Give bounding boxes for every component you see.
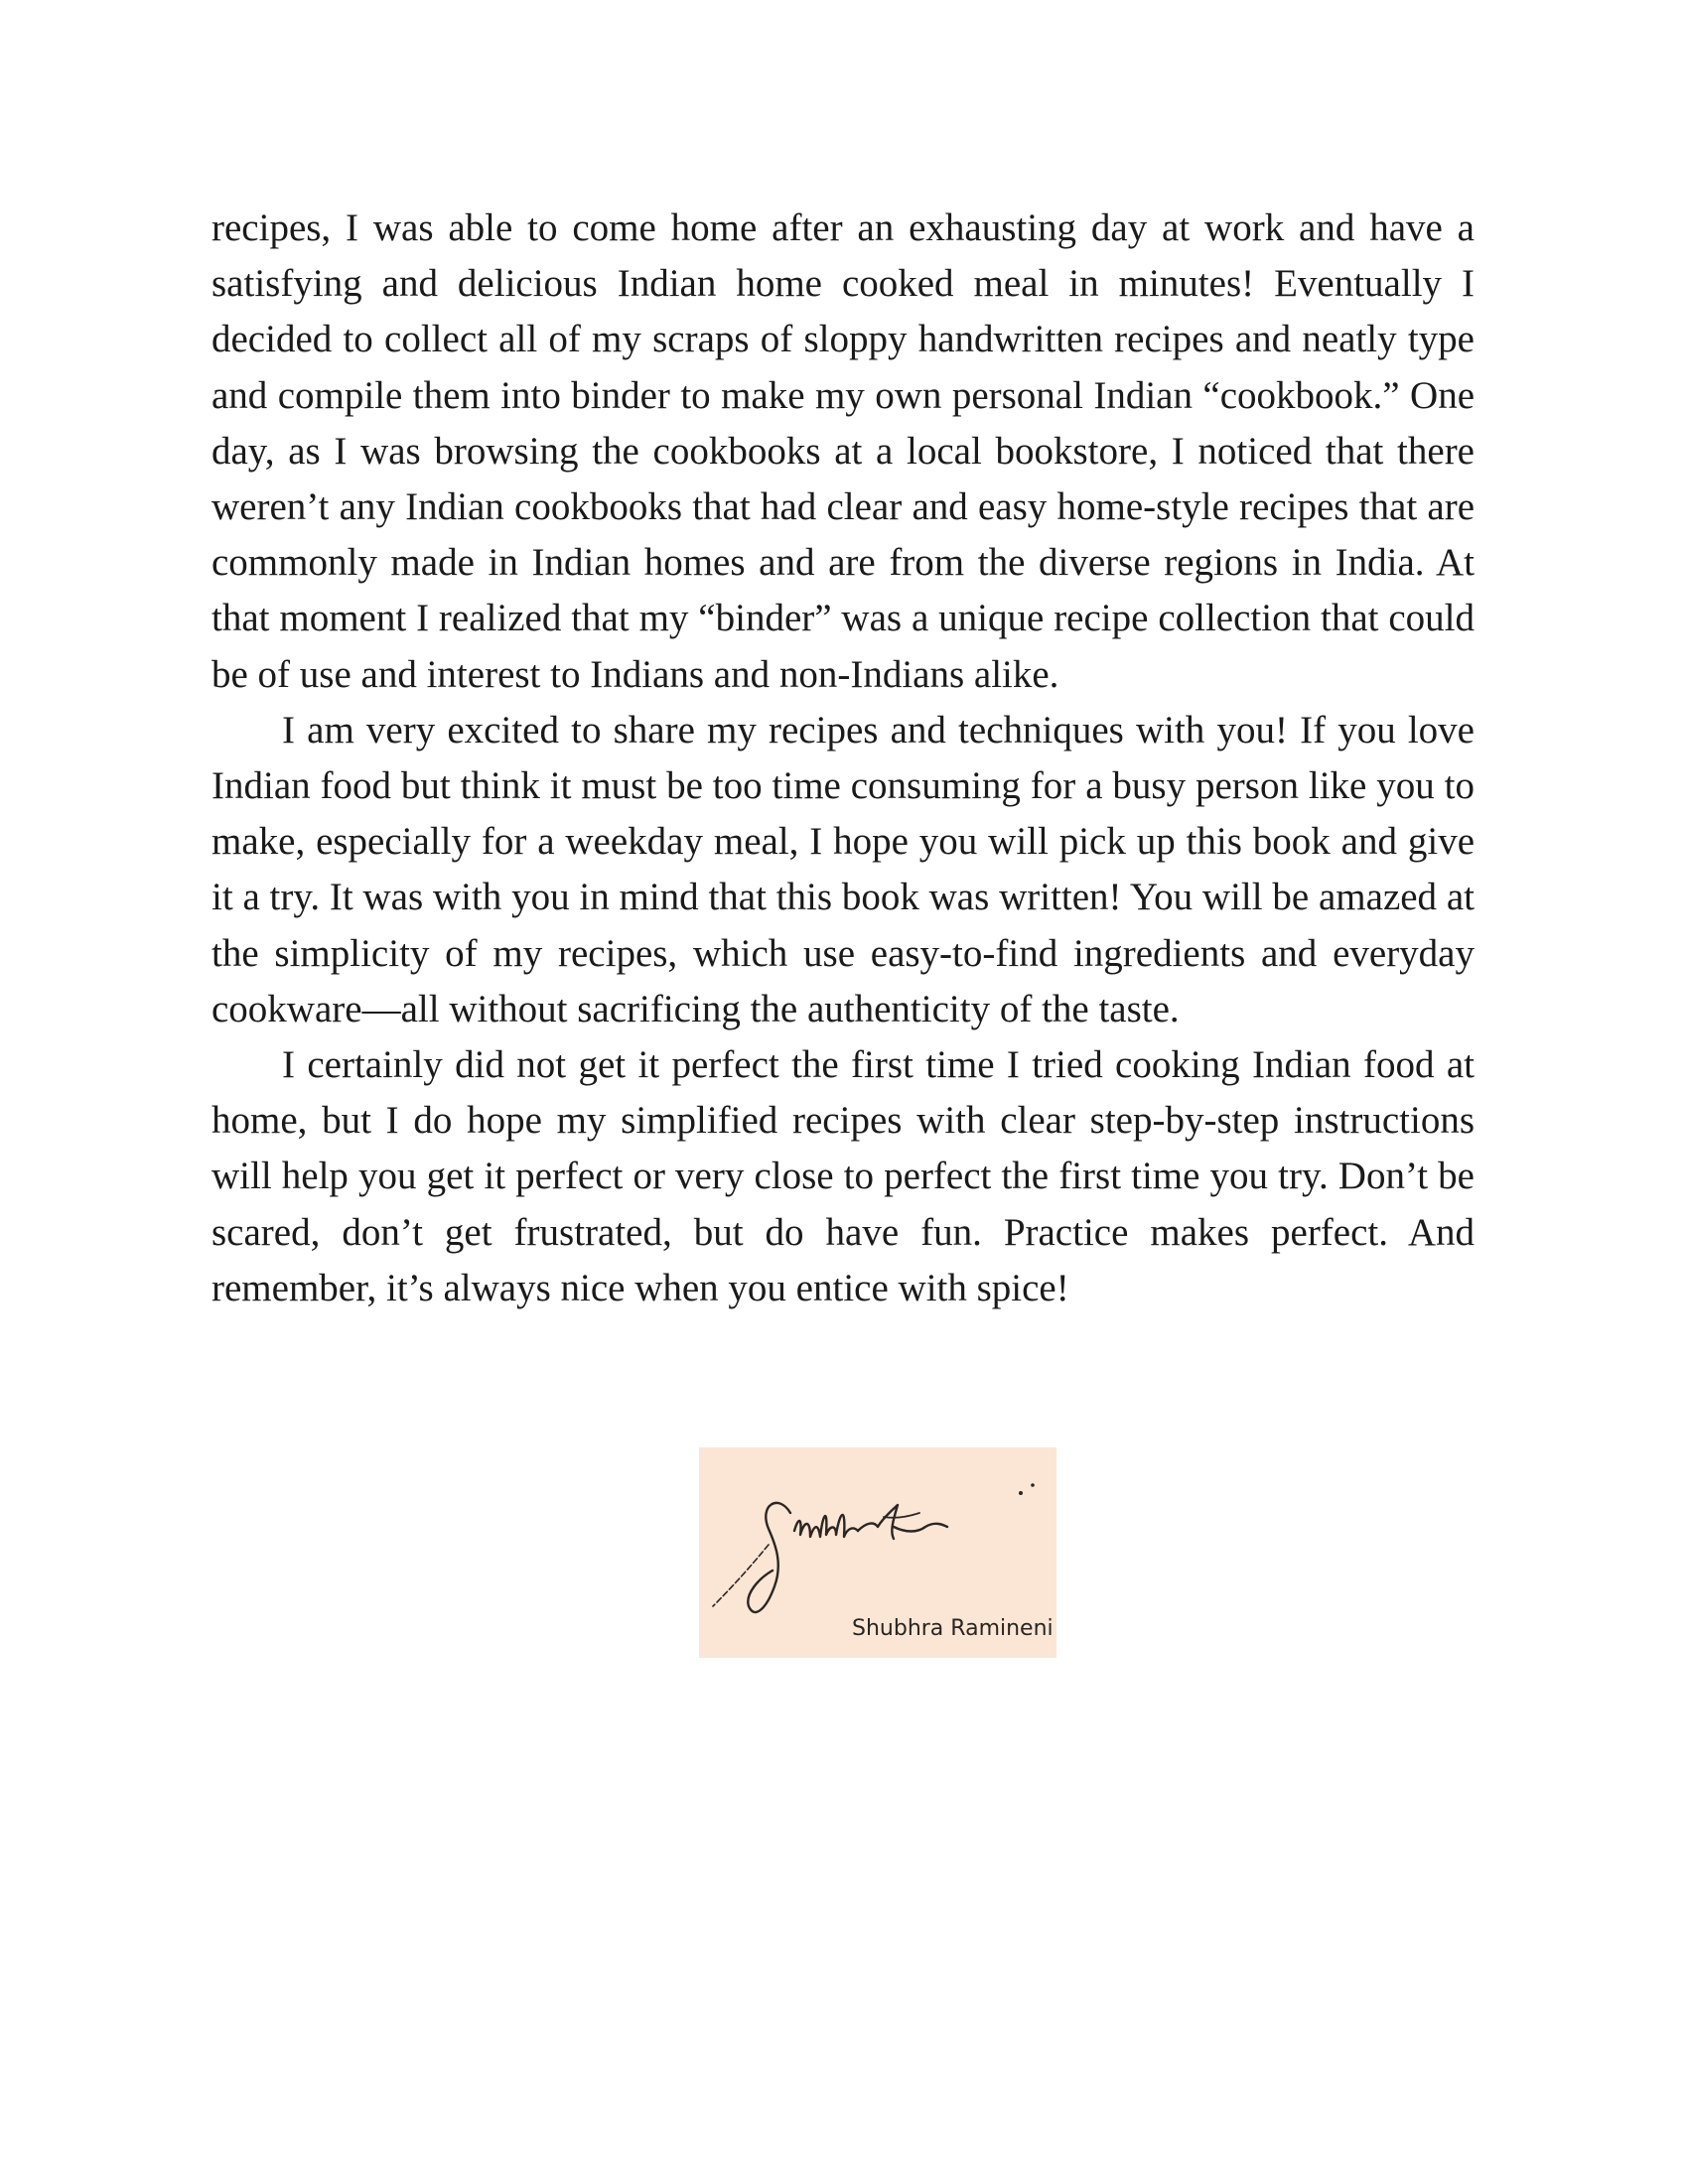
signature-name: Shubhra Ramineni — [852, 1616, 1054, 1641]
paragraph-excited: I am very excited to share my recipes and techniques with you! If you love Indian food but think it must be too time consuming for a busy person like you to make, especially for a weekday meal, I hope you will pick up this book and give it a try. It was with you in mind that this book was written! You will be amazed at the simplicity of my recipes, which use easy-to-find ingredients and everyday cookware—all without sacrificing the authenticity of the taste. — [211, 708, 1475, 1030]
paragraph-continued: recipes, I was able to come home after an exhausting day at work and have a satisfying and delicious Indian home cooked meal in minutes! Eventually I decided to collect all of my scraps of sloppy handwritten recipes and neatly type and compile them into binder to make my own personal Indian “cookbook.” One day, as I was browsing the cookbooks at a local bookstore, I noticed that there weren’t any Indian cookbooks that had clear and easy home-style recipes that are commonly made in Indian homes and are from the diverse regions in India. At that moment I realized that my “binder” was a unique recipe collection that could be of use and interest to Indians and non-Indians alike. — [211, 206, 1475, 696]
signature-block — [699, 1447, 1056, 1658]
body-text — [211, 201, 1475, 1316]
paragraph-perfect: I certainly did not get it perfect the first time I tried cooking Indian food at home, but I do hope my simplified recipes with clear step-by-step instructions will help you get it perfect or very close to perfect the first time you try. Don’t be scared, don’t get frustrated, but do have fun. Practice makes perfect. And remember, it’s always nice when you entice with spice! — [211, 1043, 1475, 1309]
